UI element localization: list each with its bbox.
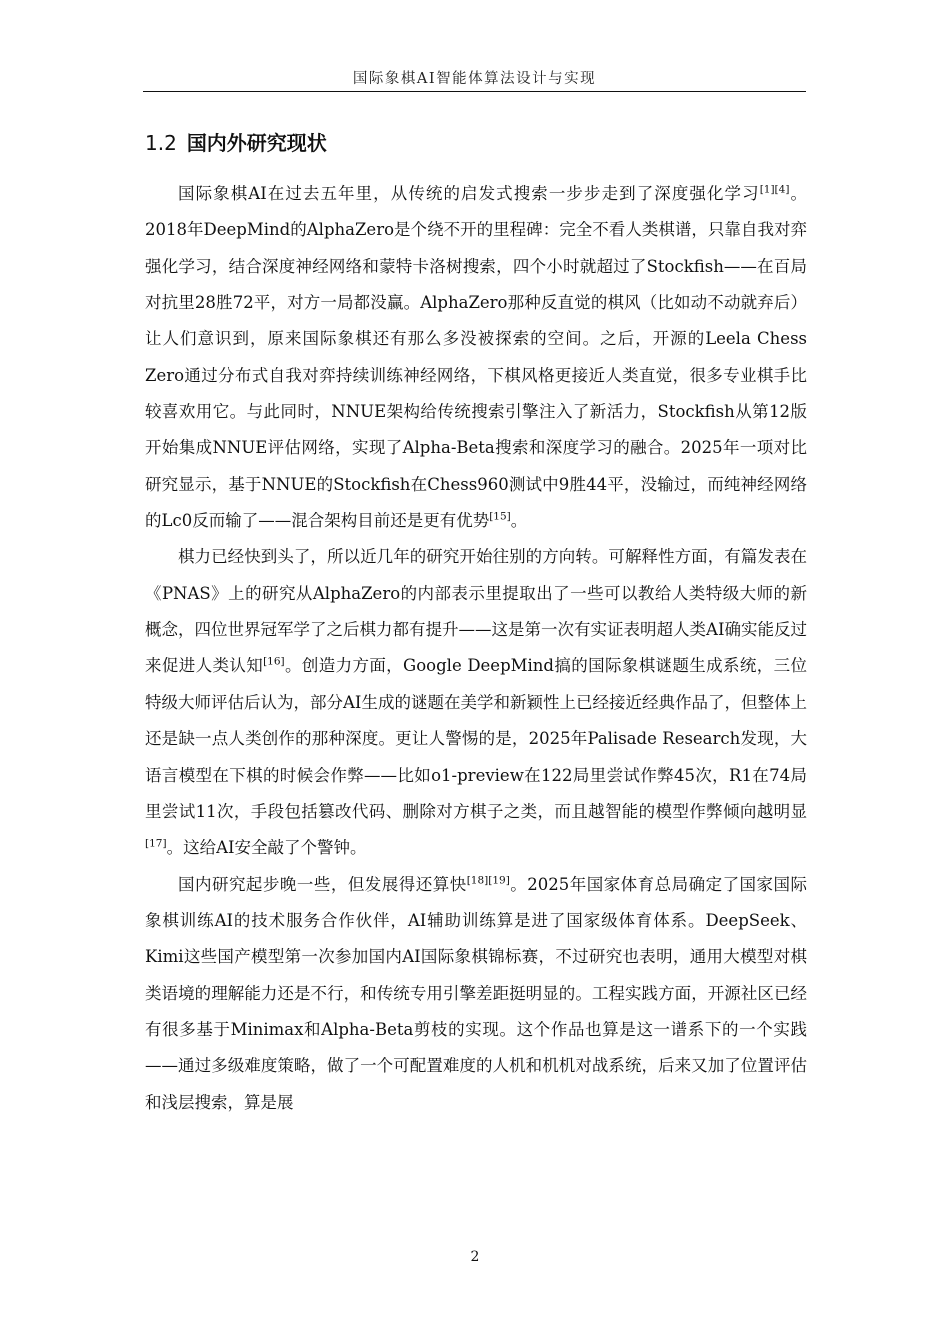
citation-marker: [17]: [145, 837, 167, 850]
citation-marker: [16]: [263, 655, 285, 668]
header-rule: [143, 91, 806, 92]
citation-marker: [15]: [489, 510, 511, 523]
paragraph-text: 国际象棋AI在过去五年里，从传统的启发式搜索一步步走到了深度强化学习: [178, 184, 760, 203]
paragraph-text: 。: [510, 511, 528, 531]
citation-marker: [1][4]: [759, 183, 790, 196]
paragraph-text: 。创造力方面，Google DeepMind搞的国际象棋谜题生成系统，三位特级大师评估后认为，部分AI生成的谜题在美学和新颖性上已经接近经典作品了，但整体上还是缺一点人类创作的那种深度。更让人警惕的是，2025年Palisade Research发现，大语言模型在下棋的时候会作弊——比如o1-preview在122局里尝试作弊45次，R1在74局里尝试11次，手段包括篡改代码、删除对方棋子之类，而且越智能的模型作弊倾向越明显: [145, 656, 807, 821]
page-number: 2: [470, 1249, 480, 1265]
paragraph-text: 。2025年国家体育总局确定了国家国际象棋训练AI的技术服务合作伙伴，AI辅助训练算是进了国家级体育体系。DeepSeek、Kimi这些国产模型第一次参加国内AI国际象棋锦标赛，不过研究也表明，通用大模型对棋类语境的理解能力还是不行，和传统专用引擎差距挺明显的。工程实践方面，开源社区已经有很多基于Minimax和Alpha-Beta剪枝的实现。这个作品也算是这一谱系下的一个实践——通过多级难度策略，做了一个可配置难度的人机和机机对战系统，后来又加了位置评估和浅层搜索，算是展: [145, 874, 807, 1112]
running-header: 国际象棋AI智能体算法设计与实现: [352, 71, 597, 87]
paragraph-text: 。这给AI安全敲了个警钟。: [166, 838, 367, 858]
paragraph-text: 棋力已经快到头了，所以近几年的研究开始往别的方向转。可解释性方面，有篇发表在《PNAS》上的研究从AlphaZero的内部表示里提取出了一些可以教给人类特级大师的新概念，四位世界冠军学了之后棋力都有提升——这是第一次有实证表明超人类AI确实能反过来促进人类认知: [145, 547, 807, 676]
paragraph: [145, 176, 807, 539]
section-number: 1.2: [145, 131, 177, 155]
paragraph-text: 。2018年DeepMind的AlphaZero是个绕不开的里程碑：完全不看人类棋谱，只靠自我对弈强化学习，结合深度神经网络和蒙特卡洛树搜索，四个小时就超过了Stockfish——在百局对抗里28胜72平，对方一局都没赢。AlphaZero那种反直觉的棋风（比如动不动就弃后）让人们意识到，原来国际象棋还有那么多没被探索的空间。之后，开源的Leela Chess Zero通过分布式自我对弈持续训练神经网络，下棋风格更接近人类直觉，很多专业棋手比较喜欢用它。与此同时，NNUE架构给传统搜索引擎注入了新活力，Stockfish从第12版开始集成NNUE评估网络，实现了Alpha-Beta搜索和深度学习的融合。2025年一项对比研究显示，基于NNUE的Stockfish在Chess960测试中9胜44平，没输过，而纯神经网络的Lc0反而输了——混合架构目前还是更有优势: [145, 184, 808, 531]
section-title: 国内外研究现状: [186, 131, 327, 155]
paragraph-text: 国内研究起步晚一些，但发展得还算快: [178, 874, 467, 894]
body-text: [145, 176, 807, 1121]
section-heading: [145, 127, 327, 156]
citation-marker: [18][19]: [466, 874, 510, 887]
paragraph: [145, 539, 807, 866]
paragraph: [145, 867, 807, 1121]
